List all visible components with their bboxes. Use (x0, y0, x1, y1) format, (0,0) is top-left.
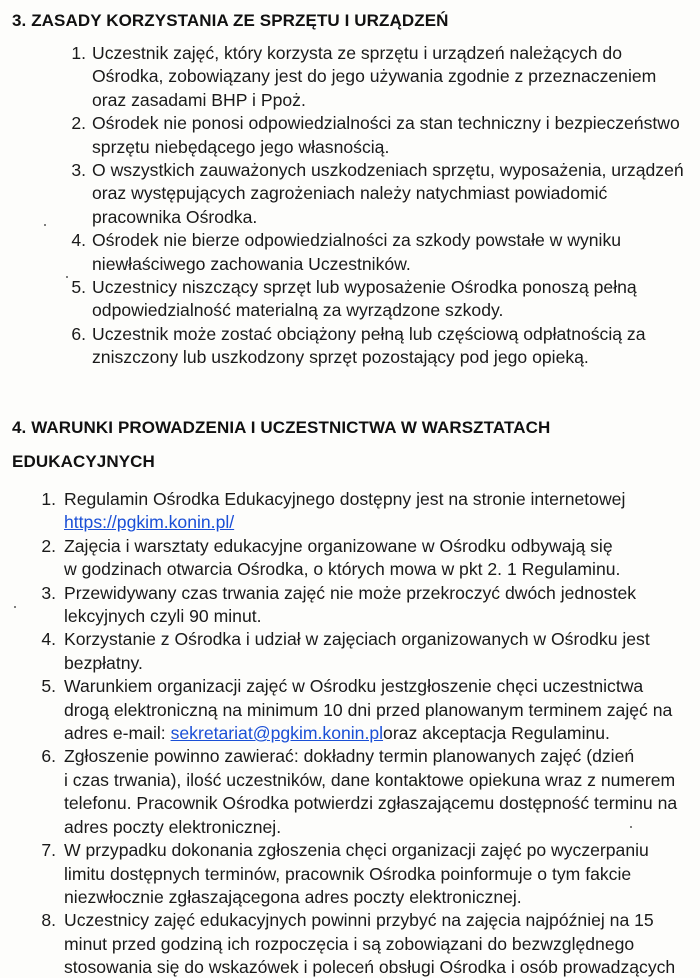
list-item (38, 488, 698, 535)
text-line: oraz zasadami BHP i Ppoż. (92, 89, 306, 110)
list-item-text (86, 323, 696, 370)
text-line: Ośrodek nie bierze odpowiedzialności za szkody powstałe w wyniku (92, 230, 622, 251)
text-line: W przypadku dokonania zgłoszenia chęci organizacji zajęć po wyczerpaniu (64, 840, 649, 861)
list-item-number: 4. (71, 230, 86, 251)
text-line: bezpłatny. (64, 652, 143, 673)
list-item-text (86, 42, 696, 112)
list-item-text (56, 909, 698, 978)
text-line: O wszystkich zauważonych uszkodzeniach sprzętu, wyposażenia, urządzeń (92, 160, 684, 181)
text-line: Przewidywany czas trwania zajęć nie może przekroczyć dwóch jednostek (64, 582, 637, 603)
list-item-text (56, 745, 698, 839)
list-item-text (56, 535, 698, 582)
list-item-number: 5. (41, 676, 56, 697)
text-line: limitu dostępnych terminów, pracownik Ośrodka poinformuje o tym fakcie (64, 863, 632, 884)
text-line: Korzystanie z Ośrodka i udział w zajęciach organizowanych w Ośrodku jest (64, 629, 650, 650)
list-item-number: 3. (71, 160, 86, 181)
section-3-heading: 3. ZASADY KORZYSTANIA ZE SPRZĘTU I URZĄDZEŃ (12, 11, 449, 30)
scan-speck (630, 826, 632, 828)
list-item-number: 7. (41, 840, 56, 861)
list-item (38, 675, 698, 745)
list-item (38, 535, 698, 582)
text-line: Regulamin Ośrodka Edukacyjnego dostępny jest na stronie internetowej (64, 489, 626, 509)
text-line: adres poczty elektronicznej. (64, 816, 282, 837)
text-line: Uczestnicy zajęć edukacyjnych powinni przybyć na zajęcia najpóźniej na 15 (64, 910, 654, 931)
section-4-heading: 4. WARUNKI PROWADZENIA I UCZESTNICTWA W WARSZTATACH (12, 418, 551, 437)
list-item-text (86, 276, 696, 323)
list-item-number: 2. (41, 535, 56, 556)
email-label: adres e-mail: (64, 723, 171, 744)
email-link[interactable]: sekretariat@pgkim.konin.pl (170, 723, 384, 744)
text-line: Zgłoszenie powinno zawierać: dokładny termin planowanych zajęć (dzień (64, 746, 635, 767)
list-item (66, 159, 696, 229)
list-item-text (56, 488, 698, 535)
list-item-text (56, 839, 698, 909)
text-line: sprzętu niebędącego jego własnością. (92, 136, 390, 157)
text-line: oraz występujących zagrożeniach należy natychmiast powiadomić (92, 183, 608, 204)
list-item-number: 8. (41, 910, 56, 931)
text-line: minut przed godziną ich rozpoczęcia i są zobowiązani do bezwzględnego (64, 933, 635, 954)
list-item-text (86, 112, 696, 159)
section-4-heading-continued: EDUKACYJNYCH (12, 452, 155, 471)
text-line: i czas trwania), ilość uczestników, dane kontaktowe opiekuna wraz z numerem (64, 769, 676, 790)
website-link[interactable]: https://pgkim.konin.pl/ (64, 512, 235, 533)
list-item (66, 112, 696, 159)
list-item-number: 6. (41, 746, 56, 767)
list-item-text (86, 229, 696, 276)
list-item-number: 6. (71, 323, 86, 344)
list-item-text (56, 628, 698, 675)
text-line: drogą elektroniczną na minimum 10 dni przed planowanym terminem zajęć na (64, 699, 673, 720)
text-line: zniszczony lub uszkodzony sprzęt pozostający pod jego opieką. (92, 347, 589, 368)
list-item-text (56, 582, 698, 629)
list-item (66, 323, 696, 370)
text-line: niezwłocznie zgłaszającegona adres poczty elektronicznej. (64, 886, 522, 907)
text-line: Uczestnik może zostać obciążony pełną lub częściową odpłatnością za (92, 323, 646, 344)
text-line: telefonu. Pracownik Ośrodka potwierdzi zgłaszającemu dostępność terminu na (64, 793, 678, 814)
text-line: odpowiedzialność materialną za wyrządzone szkody. (92, 300, 504, 321)
list-item-text (86, 159, 696, 229)
list-item-number: 4. (41, 629, 56, 650)
list-item-text (56, 675, 698, 745)
scan-speck (44, 224, 46, 226)
list-item-number: 3. (41, 582, 56, 603)
text-line: Ośrodek nie ponosi odpowiedzialności za stan techniczny i bezpieczeństwo (92, 113, 680, 134)
text-line: Warunkiem organizacji zajęć w Ośrodku jestzgłoszenie chęci uczestnictwa (64, 676, 644, 697)
list-item-number: 5. (71, 277, 86, 298)
text-line (64, 511, 698, 534)
section-4-list (38, 488, 698, 978)
list-item (66, 229, 696, 276)
text-line: niewłaściwego zachowania Uczestników. (92, 253, 411, 274)
text-line: Zajęcia i warsztaty edukacyjne organizowane w Ośrodku odbywają się (64, 535, 613, 556)
text-line (64, 722, 698, 745)
text-line: Ośrodka, zobowiązany jest do jego używania zgodnie z przeznaczeniem (92, 66, 657, 87)
scan-speck (66, 276, 68, 278)
text-line: Uczestnicy niszczący sprzęt lub wyposażenie Ośrodka ponoszą pełną (92, 277, 637, 298)
list-item (66, 276, 696, 323)
list-item (38, 839, 698, 909)
list-item (38, 745, 698, 839)
text-line: lekcyjnych czyli 90 minut. (64, 606, 262, 627)
scan-speck (14, 606, 16, 608)
text-line: Uczestnik zajęć, który korzysta ze sprzętu i urządzeń należących do (92, 43, 622, 63)
list-item-number: 1. (41, 489, 56, 509)
list-item-number: 2. (71, 113, 86, 134)
list-item (38, 582, 698, 629)
text-line: stosowania się do wskazówek i poleceń obsługi Ośrodka i osób prowadzących (64, 957, 676, 978)
list-item (66, 42, 696, 112)
section-3-list (66, 42, 696, 370)
list-item-number: 1. (71, 43, 86, 63)
list-item (38, 628, 698, 675)
list-item (38, 909, 698, 978)
text-line: w godzinach otwarcia Ośrodka, o których mowa w pkt 2. 1 Regulaminu. (64, 559, 621, 580)
email-suffix: oraz akceptacja Regulaminu. (383, 723, 610, 744)
text-line: pracownika Ośrodka. (92, 206, 258, 227)
